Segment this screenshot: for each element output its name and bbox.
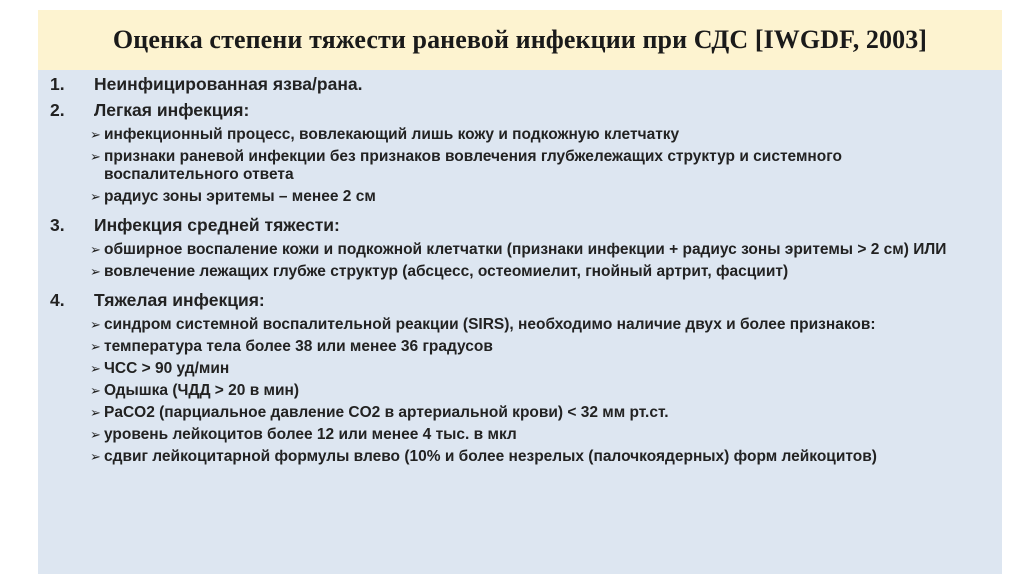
list-item <box>50 188 1002 206</box>
section-heading: Тяжелая инфекция: <box>94 290 265 310</box>
section-number: 1. <box>50 74 65 94</box>
title-bar <box>38 10 1002 70</box>
section-number: 4. <box>50 290 65 310</box>
arrow-bullet-icon: ➢ <box>90 317 101 332</box>
list-item <box>50 316 1002 334</box>
list-item-text: температура тела более 38 или менее 36 градусов <box>104 338 493 355</box>
list-item <box>50 448 1002 466</box>
list-item-text: PaCO2 (парциальное давление CO2 в артериальной крови) < 32 мм рт.ст. <box>104 404 669 421</box>
arrow-bullet-icon: ➢ <box>90 405 101 420</box>
list-item-text: радиус зоны эритемы – менее 2 см <box>104 188 376 205</box>
section-2 <box>50 100 1002 120</box>
arrow-bullet-icon: ➢ <box>90 264 101 279</box>
list-item <box>50 263 1002 281</box>
list-item-text: вовлечение лежащих глубже структур (абсцесс, остеомиелит, гнойный артрит, фасциит) <box>104 263 789 280</box>
page-title: Оценка степени тяжести раневой инфекции при СДС [IWGDF, 2003] <box>112 25 928 54</box>
list-item-text: ЧСС > 90 уд/мин <box>104 360 230 377</box>
list-item-text: признаки раневой инфекции без признаков вовлечения глубжележащих структур и системного воспалительного ответа <box>104 148 842 183</box>
section-heading: Инфекция средней тяжести: <box>94 215 340 235</box>
list-item-text: сдвиг лейкоцитарной формулы влево (10% и более незрелых (палочкоядерных) форм лейкоцитов) <box>104 448 877 465</box>
arrow-bullet-icon: ➢ <box>90 242 101 257</box>
list-item-text: уровень лейкоцитов более 12 или менее 4 тыс. в мкл <box>104 426 517 443</box>
section-3 <box>50 215 1002 235</box>
section-4 <box>50 290 1002 310</box>
list-item <box>50 338 1002 356</box>
arrow-bullet-icon: ➢ <box>90 427 101 442</box>
arrow-bullet-icon: ➢ <box>90 449 101 464</box>
list-item-text: инфекционный процесс, вовлекающий лишь кожу и подкожную клетчатку <box>104 126 680 143</box>
section-number: 2. <box>50 100 65 120</box>
arrow-bullet-icon: ➢ <box>90 149 101 164</box>
list-item <box>50 360 1002 378</box>
content-panel <box>38 70 1002 574</box>
section-heading: Неинфицированная язва/рана. <box>94 74 363 94</box>
arrow-bullet-icon: ➢ <box>90 127 101 142</box>
list-item <box>50 148 1002 184</box>
list-item <box>50 382 1002 400</box>
arrow-bullet-icon: ➢ <box>90 189 101 204</box>
list-item-text: Одышка (ЧДД > 20 в мин) <box>104 382 300 399</box>
section-number: 3. <box>50 215 65 235</box>
list-item <box>50 241 1002 259</box>
list-item <box>50 126 1002 144</box>
section-heading: Легкая инфекция: <box>94 100 250 120</box>
list-item <box>50 404 1002 422</box>
arrow-bullet-icon: ➢ <box>90 339 101 354</box>
list-item-text: обширное воспаление кожи и подкожной клетчатки (признаки инфекции + радиус зоны эритемы > 2 см) ИЛИ <box>104 241 947 258</box>
arrow-bullet-icon: ➢ <box>90 361 101 376</box>
list-item-text: синдром системной воспалительной реакции (SIRS), необходимо наличие двух и более признаков: <box>104 316 876 333</box>
section-1 <box>50 74 1002 94</box>
list-item <box>50 426 1002 444</box>
arrow-bullet-icon: ➢ <box>90 383 101 398</box>
